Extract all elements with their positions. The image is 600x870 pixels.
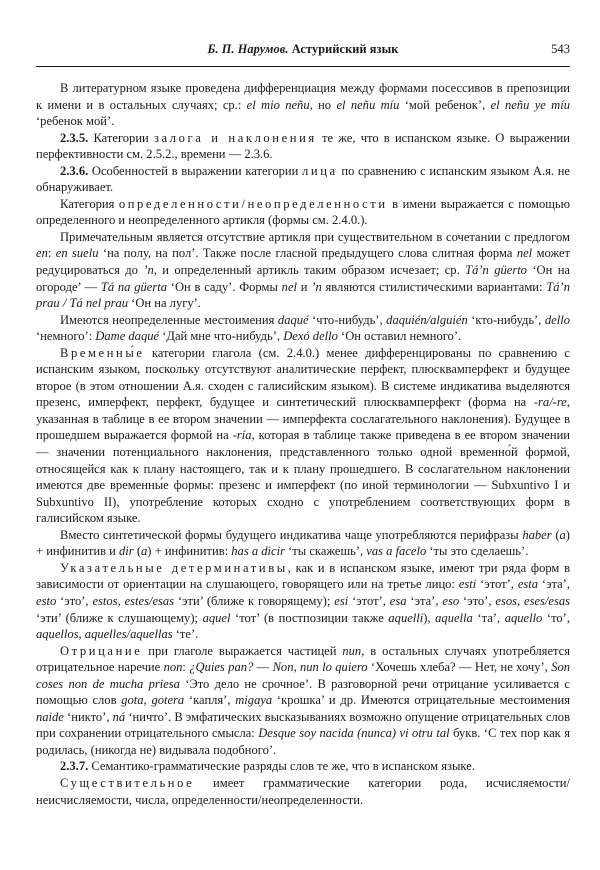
text-run: ‘тот’ (в постпозиции также	[230, 610, 389, 625]
text-run: Вместо синтетической формы будущего индикатива чаще употребляются перифразы	[60, 527, 523, 542]
text-run: ‘ты это сделаешь’.	[426, 544, 529, 559]
text-run: , указанная в таблице в ее втором значении — имперфекта сослагательного наклонения). Будущее в прошедшем выражается формой на	[36, 395, 570, 443]
text-run: Семантико-грамматические разряды слов те же, что в испанском языке.	[88, 759, 475, 774]
text-run: ‘Он в саду’. Формы	[167, 279, 282, 294]
text-run: по сравнению с испанским языком А.я. не обнаруживает.	[36, 163, 570, 195]
text-run: ‘Это дело не срочное’. В разговорной речи отрицание усиливается с помощью слов	[36, 676, 570, 708]
text-run: ‘эти’ (ближе к говорящему);	[174, 593, 335, 608]
example-italic: estos, estes/esas	[92, 593, 175, 608]
text-run: в имени выражается с помощью определенного и неопределенного артикля (формы см. 2.4.0.).	[36, 196, 570, 228]
term-emphasis: Существительное	[60, 775, 195, 790]
example-italic: Desque soy nacida (nunca) vi otru tal	[258, 726, 450, 741]
example-italic: el mio neñu	[246, 97, 310, 112]
example-italic: vas a facelo	[366, 544, 427, 559]
text-run: может редуцироваться до	[36, 246, 571, 278]
text-run: ‘этот’,	[348, 593, 390, 608]
text-run: Категория	[60, 196, 119, 211]
text-run: —	[253, 660, 273, 675]
example-italic: esti	[458, 577, 477, 592]
text-run: букв. ‘С тех пор как я родилась, (никогда не) видывала подобного’.	[36, 726, 570, 757]
example-italic: a	[141, 544, 148, 559]
example-italic: gota, gotera	[121, 693, 185, 708]
example-italic: dir	[119, 544, 134, 559]
example-italic: naide	[36, 709, 64, 724]
paragraph	[36, 775, 570, 808]
running-head-author: Б. П. Нарумов.	[207, 42, 289, 56]
example-italic: aquellos, aquelles/aquellas	[36, 627, 173, 642]
paragraph	[36, 758, 570, 775]
paragraph	[36, 527, 570, 560]
text-run: ‘эти’ (ближе к слушающему);	[36, 610, 203, 625]
paragraph	[36, 196, 570, 229]
text-run: :	[47, 246, 56, 261]
example-italic: aquelli	[388, 610, 424, 625]
text-run: ‘ничто’. В эмфатических высказываниях возможно опущение отрицательных слов при сохранении отрицательного смысла:	[36, 709, 570, 741]
example-italic: Tá’n prau / Tá nel prau	[36, 279, 570, 311]
text-run: , как и в испанском языке, имеют три ряда форм в зависимости от ориентации на слушающего, говорящего или на третье лицо:	[36, 560, 570, 592]
text-run: ‘что-нибудь’,	[308, 312, 387, 327]
example-italic: eso	[442, 593, 460, 608]
example-italic: aquella	[435, 610, 473, 625]
text-run: ‘то’,	[542, 610, 571, 625]
example-italic: Tá’n güerto	[465, 263, 527, 278]
example-italic: esta	[517, 577, 539, 592]
term-emphasis: Указательные детерминативы	[60, 560, 288, 575]
example-italic: el neñu ye míu	[490, 97, 570, 112]
text-run: те же, что в испанском языке. О выражении перфективности см. 2.5.2., времени — 2.3.6.	[36, 130, 570, 162]
example-italic: -ría	[232, 428, 252, 443]
example-italic: -ra/-re	[533, 395, 567, 410]
text-run: ‘Хочешь хлеба? — Нет, не хочу’,	[367, 660, 552, 675]
page-number: 543	[551, 42, 570, 56]
example-italic: has a dicir	[231, 544, 285, 559]
text-run: имеет грамматические категории рода, исчисляемости/неисчисляемости, числа, определенности/неопределенности.	[36, 775, 570, 807]
text-run: Особенностей в выражении категории	[88, 163, 303, 178]
example-italic: nun	[342, 643, 362, 658]
paragraph	[36, 345, 570, 527]
section-number: 2.3.5.	[60, 130, 89, 145]
text-run: ‘ребенок мой’.	[36, 114, 115, 129]
term-emphasis: определенности/неопределенности	[118, 196, 388, 211]
text-run: ‘ты скажешь’,	[284, 544, 367, 559]
paragraph	[36, 80, 570, 130]
term-emphasis: залога и наклонения	[153, 130, 317, 145]
example-italic: en	[36, 246, 48, 261]
text-run: (	[551, 527, 560, 542]
example-italic: aquello	[504, 610, 543, 625]
text-run: Категории	[88, 130, 154, 145]
example-italic: ná	[112, 709, 126, 724]
running-head	[36, 42, 570, 64]
text-run: ),	[423, 610, 436, 625]
example-italic: daqué	[277, 312, 309, 327]
text-run: ) + инфинитив и	[36, 527, 570, 559]
text-run: ‘крошка’ и др. Имеются отрицательные местоимения	[272, 693, 570, 708]
text-run: ‘немного’:	[36, 329, 96, 344]
text-run: ‘та’,	[472, 610, 505, 625]
text-run: ‘никто’,	[63, 709, 113, 724]
example-italic: esa	[389, 593, 407, 608]
example-italic: nel	[281, 279, 298, 294]
example-italic: esto	[36, 593, 57, 608]
text-run: ‘кто-нибудь’,	[467, 312, 545, 327]
text-run: ‘эта’,	[406, 593, 443, 608]
text-run: ‘Дай мне что-нибудь’,	[159, 329, 284, 344]
section-number: 2.3.6.	[60, 163, 89, 178]
example-italic: esos, eses/esas	[495, 593, 571, 608]
text-run: ‘Он оставил немного’.	[337, 329, 462, 344]
paragraph	[36, 130, 570, 163]
term-emphasis: лица	[302, 163, 338, 178]
example-italic: el neñu míu	[336, 97, 400, 112]
section-number: 2.3.7.	[60, 759, 89, 774]
text-run: ‘Он на огороде’ —	[36, 263, 570, 294]
text-run: ‘этот’,	[476, 577, 518, 592]
example-italic: haber	[522, 527, 552, 542]
text-run: (	[133, 544, 142, 559]
text-run: ‘те’.	[172, 627, 199, 642]
paragraph	[36, 312, 570, 345]
text-run: , в остальных случаях употребляется отрицательное наречие	[36, 643, 571, 675]
text-run: ‘Он на лугу’.	[128, 296, 201, 311]
header-rule	[36, 66, 570, 67]
text-run: категории глагола (см. 2.4.0.) менее дифференцированы по сравнению с испанским языком, поскольку отсутствуют аналитические перфект, плюсквамперфект и будущее второе (в этом отношении А.я. сходен с галисийским языком). В системе индикатива выделяются презенс, имперфект, перфект, будущее и синтетический плюсквамперфект (форма на	[36, 345, 570, 410]
example-italic: Tá na güerta	[100, 279, 167, 294]
paragraph	[36, 229, 570, 312]
text-run: ) + инфинитив:	[147, 544, 232, 559]
paragraph	[36, 163, 570, 196]
example-italic: Dame daqué	[95, 329, 160, 344]
text-run: ‘это’,	[56, 593, 93, 608]
text-run: и	[297, 279, 312, 294]
example-italic: esi	[334, 593, 349, 608]
example-italic: migaya	[235, 693, 273, 708]
running-head-work: Астурийский язык	[291, 42, 399, 56]
text-run: :	[182, 660, 190, 675]
paragraph	[36, 560, 570, 643]
text-run: ‘это’,	[459, 593, 496, 608]
example-italic: Son coses non de mucha priesa	[36, 660, 571, 691]
body-text	[36, 80, 570, 808]
paragraph	[36, 643, 570, 759]
text-run: ‘на полу, на пол’. Также после гласной предыдущего слова слитная форма	[98, 246, 517, 261]
example-italic: daquién/alguién	[386, 312, 468, 327]
text-run: ‘капля’,	[184, 693, 236, 708]
example-italic: ’n	[143, 263, 154, 278]
example-italic: dello	[544, 312, 570, 327]
example-italic: a	[559, 527, 566, 542]
example-italic: ’n	[311, 279, 322, 294]
text-run: , но	[309, 97, 337, 112]
term-emphasis: Временны́е	[60, 345, 145, 360]
text-run: Примечательным является отсутствие артикля при существительном в сочетании с предлогом	[60, 229, 570, 244]
example-italic: en suelu	[55, 246, 99, 261]
term-emphasis: Отрицание	[60, 643, 143, 658]
text-run: Имеются неопределенные местоимения	[60, 312, 278, 327]
text-run: В литературном языке проведена дифференциация между формами посессивов в препозиции к имени и в остальных случаях; ср.:	[36, 81, 570, 112]
example-italic: Dexó dello	[283, 329, 338, 344]
example-italic: aquel	[202, 610, 231, 625]
example-italic: Non, nun lo quiero	[272, 660, 368, 675]
example-italic: ¿Quies pan?	[189, 660, 254, 675]
example-italic: non	[163, 660, 183, 675]
example-italic: nel	[516, 246, 533, 261]
text-run: при глаголе выражается частицей	[142, 643, 343, 658]
running-head-title	[36, 42, 570, 57]
text-run: ‘мой ребенок’,	[399, 97, 491, 112]
text-run: ‘эта’,	[538, 577, 570, 592]
text-run: , и определенный артикль таким образом исчезает; ср.	[153, 263, 466, 278]
text-run: являются стилистическими вариантами:	[321, 279, 547, 294]
text-run: , которая в таблице также приведена в ее втором значении — значении потенциального наклонения, представленного только одной временно́й формой, относящейся как к плану настоящего, так и к плану прошедшего. В сослагательном наклонении имеются две временны́е формы: презенс и имперфект (по иной терминологии — Subxuntivo I и Subxuntivo II), употребление которых сходно с употреблением соответствующих форм в галисийском языке.	[36, 428, 571, 526]
